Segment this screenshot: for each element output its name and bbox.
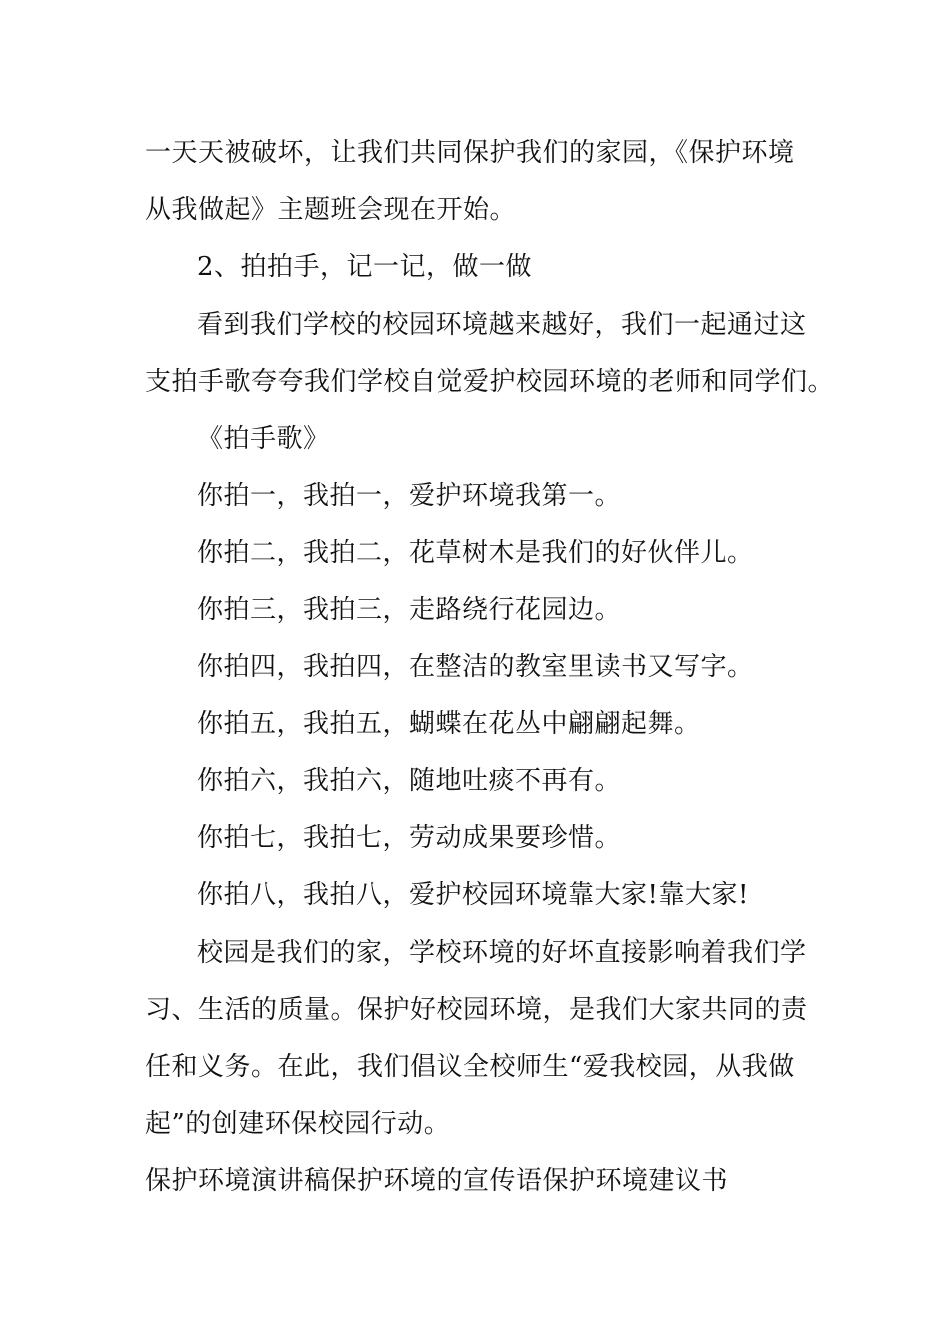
song-line: 你拍四，我拍四，在整洁的教室里读书又写字。 [197, 652, 754, 682]
paragraph-line: 任和义务。在此，我们倡议全校师生“爱我校园，从我做 [145, 1052, 795, 1082]
paragraph-line: 习、生活的质量。保护好校园环境，是我们大家共同的责 [145, 995, 808, 1025]
song-line: 你拍三，我拍三，走路绕行花园边。 [197, 595, 622, 625]
song-title: 《拍手歌》 [197, 424, 330, 454]
song-line: 你拍八，我拍八，爱护校园环境靠大家!靠大家! [197, 880, 749, 910]
paragraph-line: 一天天被破坏，让我们共同保护我们的家园，《保护环境 [145, 138, 795, 168]
song-line: 你拍七，我拍七，劳动成果要珍惜。 [197, 823, 622, 853]
song-line: 你拍一，我拍一，爱护环境我第一。 [197, 481, 622, 511]
paragraph-line: 起”的创建环保校园行动。 [145, 1109, 451, 1139]
song-line: 你拍五，我拍五，蝴蝶在花丛中翩翩起舞。 [197, 709, 701, 739]
paragraph-line: 从我做起》主题班会现在开始。 [145, 195, 517, 225]
paragraph-line: 校园是我们的家，学校环境的好坏直接影响着我们学 [197, 938, 807, 968]
paragraph-line: 看到我们学校的校园环境越来越好，我们一起通过这 [197, 310, 807, 340]
song-line: 你拍二，我拍二，花草树木是我们的好伙伴儿。 [197, 538, 754, 568]
song-line: 你拍六，我拍六，随地吐痰不再有。 [197, 766, 622, 796]
paragraph-line: 支拍手歌夸夸我们学校自觉爱护校园环境的老师和同学们。 [145, 367, 835, 397]
section-heading: 2、拍拍手，记一记，做一做 [197, 252, 533, 282]
footer-keywords: 保护环境演讲稿保护环境的宣传语保护环境建议书 [145, 1166, 729, 1196]
